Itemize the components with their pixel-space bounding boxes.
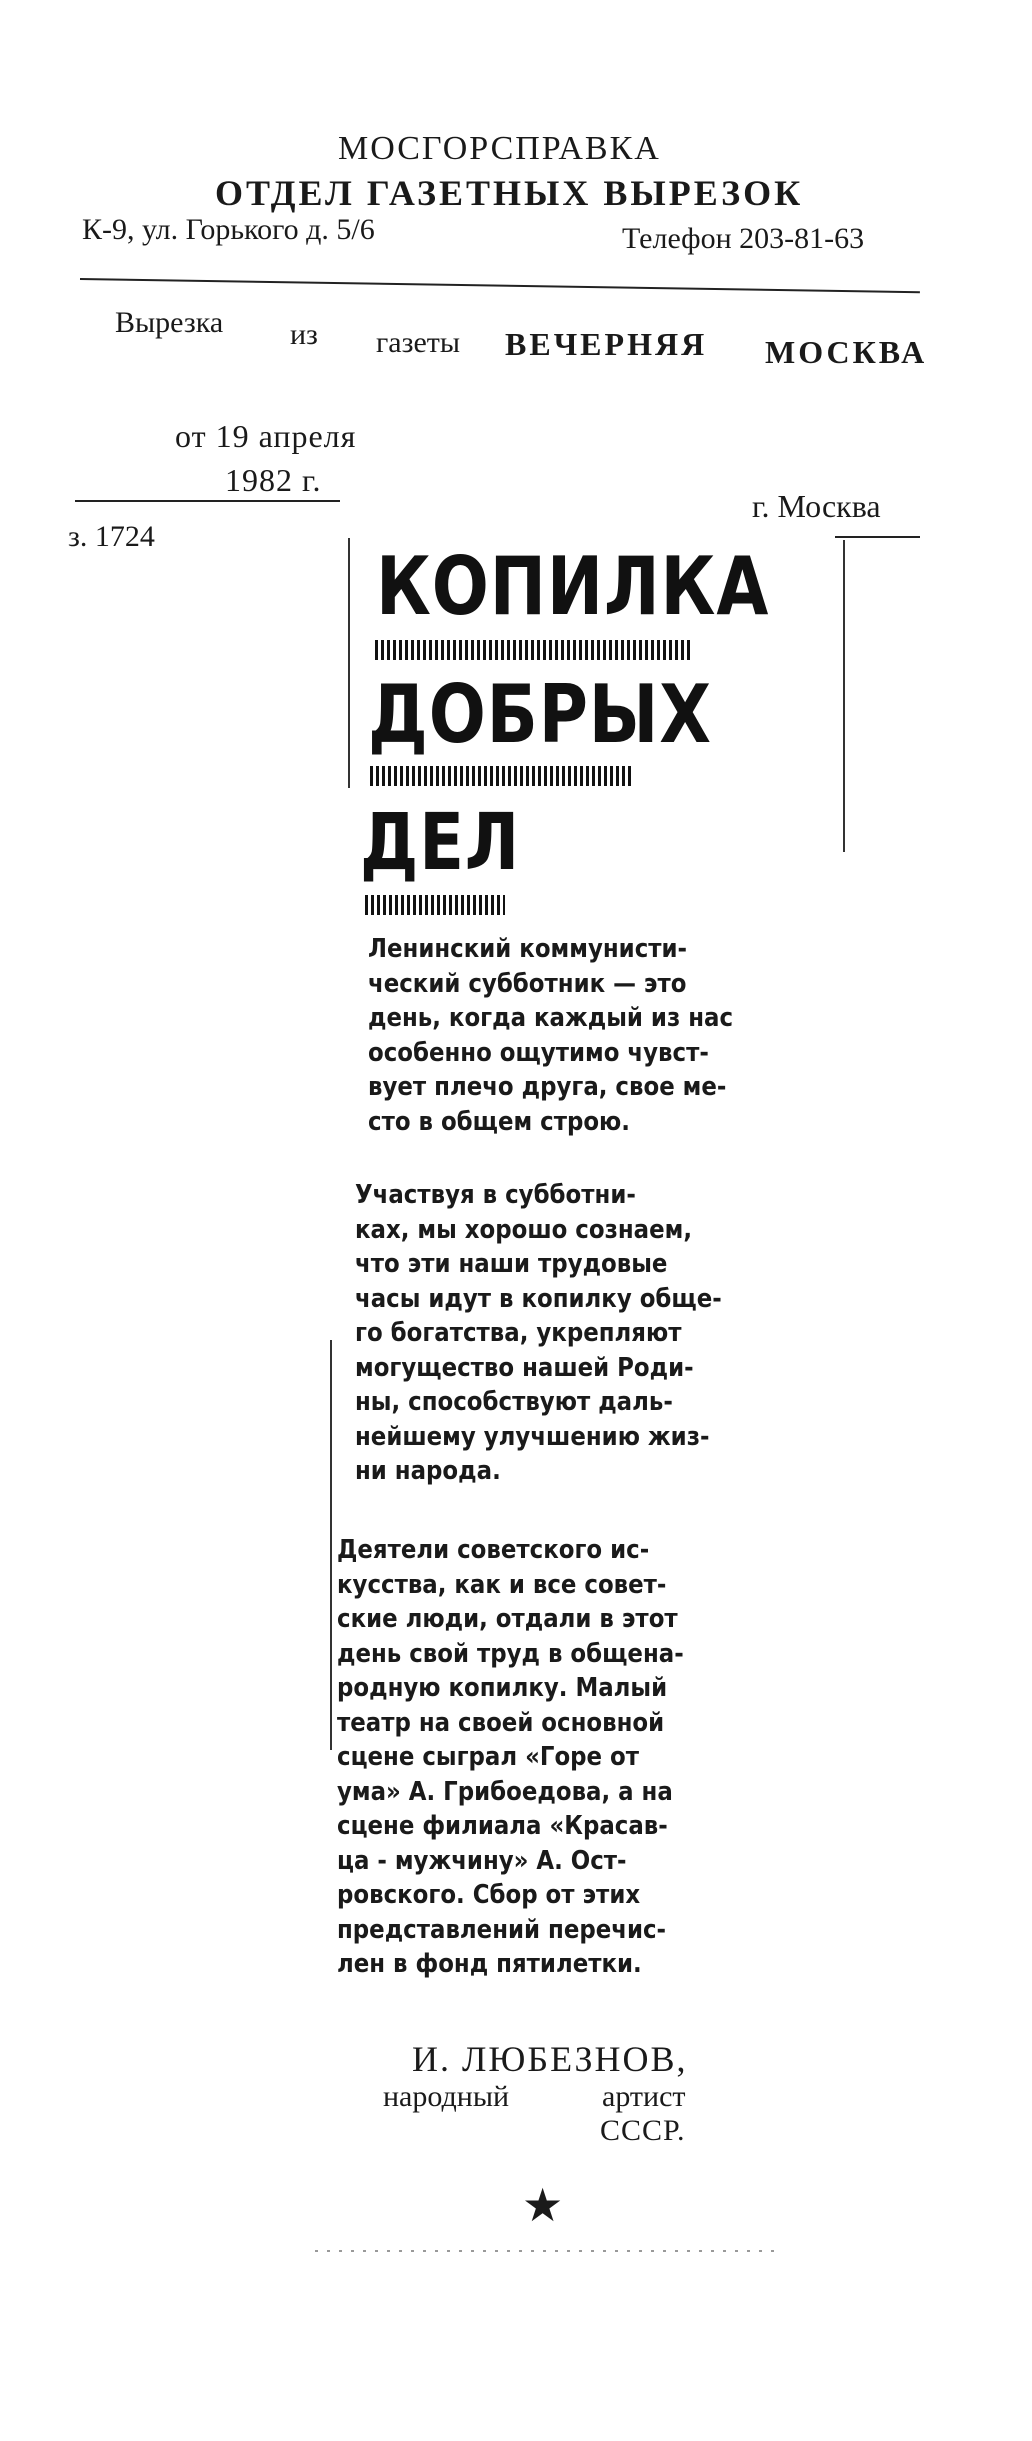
agency-name: МОСГОРСПРАВКА (338, 130, 661, 167)
clipping-label: Вырезка (115, 306, 224, 339)
agency-phone: Телефон 203-81-63 (622, 222, 865, 255)
clipping-date: от 19 апреля (175, 418, 357, 454)
author-title-1: народный (383, 2080, 510, 2113)
article-paragraph-1: Ленинский коммунисти- ческий субботник — это день, когда каждый из нас особенно ощутимо чувст- вует плечо друга, свое ме- сто в общем строю. (368, 934, 734, 1137)
headline-hatch-2 (370, 766, 632, 786)
clipping-year: 1982 г. (225, 462, 322, 498)
article-paragraph-3: Деятели советского ис- кусства, как и все совет- ские люди, отдали в этот день свой труд в общена- родную копилку. Малый театр на своей основной сцене сыграл «Горе от ума» А. Грибоедова, а на сцене филиала «Красав- ца - мужчину» А. Ост- ровского. Сбор от этих представлений перечис- лен в фонд пятилетки. (337, 1535, 684, 1979)
author-title-2: артист (602, 2080, 686, 2113)
newspaper-name-second: МОСКВА (765, 334, 928, 370)
frame-left-bottom (330, 1340, 332, 1750)
clipping-prep: из (290, 318, 318, 351)
end-star-icon: ★ (522, 2178, 564, 2232)
city-underline (835, 536, 920, 538)
date-underline (75, 500, 340, 502)
header-divider (80, 278, 920, 293)
frame-left-top (348, 538, 350, 788)
agency-address: К-9, ул. Горького д. 5/6 (82, 213, 375, 246)
headline-hatch-3 (365, 895, 505, 915)
dotted-divider (315, 2250, 780, 2252)
author-title-3: СССР. (600, 2114, 686, 2147)
headline-line-3: ДЕЛ (360, 798, 521, 888)
author-name: И. ЛЮБЕЗНОВ, (412, 2039, 688, 2079)
frame-right (843, 540, 845, 852)
clipping-word: газеты (376, 326, 461, 359)
newspaper-name-first: ВЕЧЕРНЯЯ (505, 326, 708, 362)
article-paragraph-2: Участвуя в субботни- ках, мы хорошо сознаем, что эти наши трудовые часы идут в копилку обще- го богатства, укрепляют могущество нашей Роди- ны, способствуют даль- нейшему улучшению жиз- ни народа. (355, 1180, 722, 1486)
headline-line-1: КОПИЛКА (376, 540, 770, 633)
department-name: ОТДЕЛ ГАЗЕТНЫХ ВЫРЕЗОК (215, 173, 804, 213)
headline-line-2: ДОБРЫХ (368, 668, 712, 761)
order-number: з. 1724 (68, 520, 155, 553)
headline-hatch-1 (375, 640, 693, 660)
clipping-city: г. Москва (752, 488, 881, 524)
